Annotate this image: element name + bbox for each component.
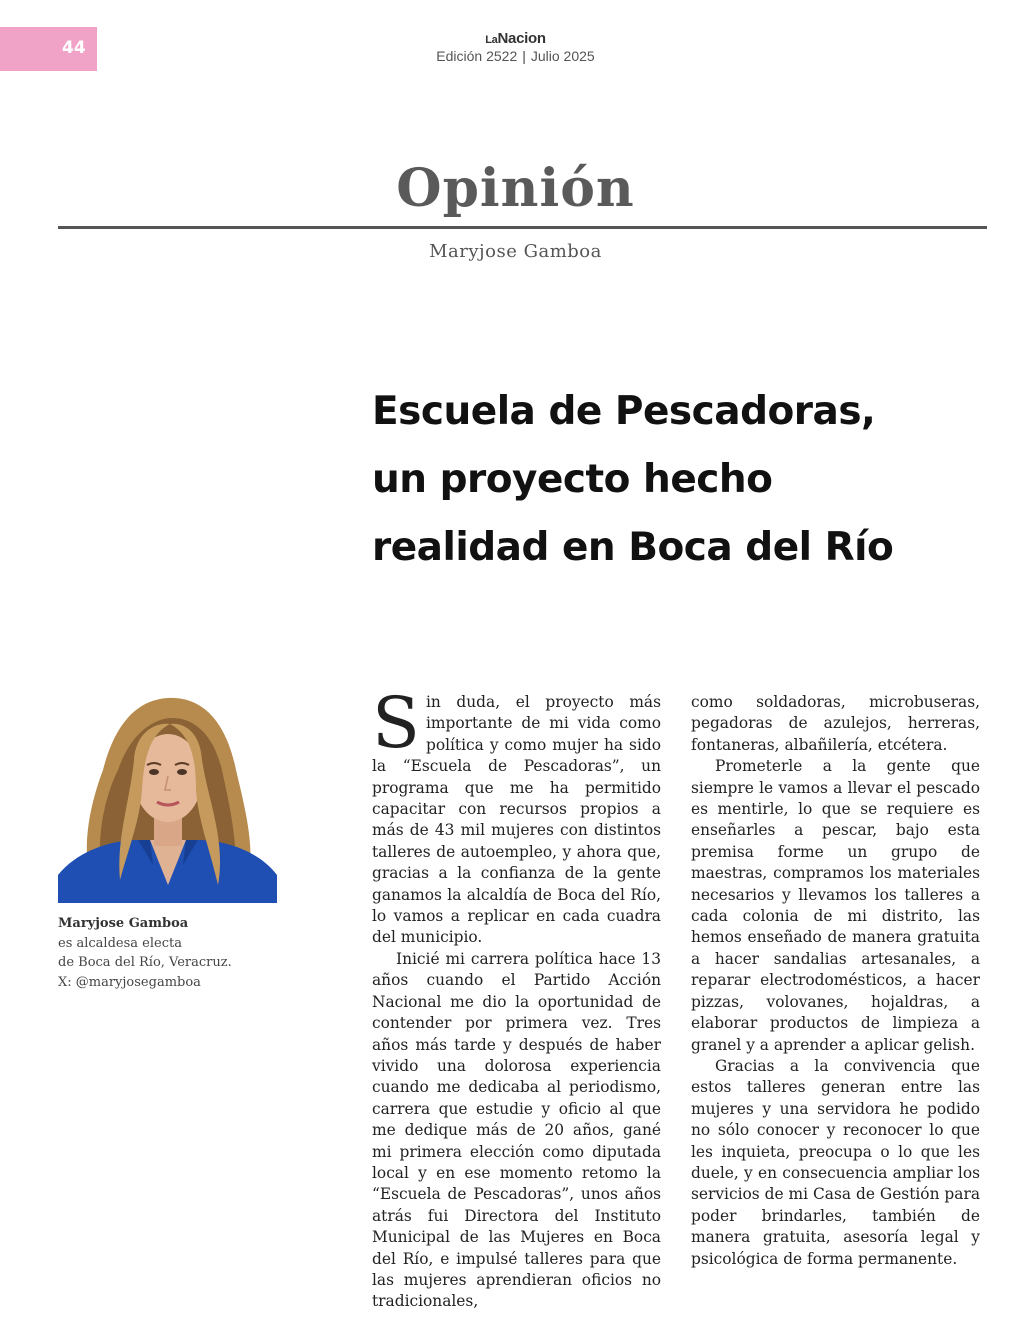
logo-small-text: La [485, 34, 498, 46]
author-name: Maryjose Gamboa [58, 916, 189, 931]
article-headline [372, 378, 992, 582]
author-portrait-image [58, 690, 277, 903]
edition-separator: | [522, 48, 526, 64]
author-role-line-2: de Boca del Río, Veracruz. [58, 955, 232, 970]
article-paragraph: Inicié mi carrera política hace 13 años cuando el Partido Acción Nacional me dio la oportunidad de contender por primera vez. Tres años más tarde y después de haber vivido una dolorosa experiencia cuando me dedicaba al periodismo, carrera que estudie y oficio al que me dedique más de 20 años, gané mi primera elección como diputada local y en ese momento retomo la “Escuela de Pescadoras”, unos años atrás fui Directora del Instituto Municipal de las Mujeres en Boca del Río, e impulsé talleres para que las mujeres aprendieran oficios no tradicionales, [372, 949, 661, 1311]
author-caption [58, 914, 298, 992]
drop-cap: S [372, 682, 420, 764]
author-social-handle: X: @maryjosegamboa [58, 974, 201, 990]
section-title: Opinión [396, 158, 635, 219]
page-number: 44 [62, 38, 86, 58]
masthead [0, 30, 1031, 64]
author-role-line-1: es alcaldesa electa [58, 935, 182, 951]
paragraph-text: in duda, el proyecto más importante de mi vida como política y como mujer ha sido la “Escuela de Pescadoras”, un programa que me ha permitido capacitar con recursos propios a más de 43 mil mujeres con distintos talleres de autoempleo, y ahora que, gracias a la confianza de la gente ganamos la alcaldía de Boca del Río, lo vamos a replicar en cada cuadra del municipio. [372, 693, 661, 947]
headline-line-3: realidad en Boca del Río [372, 525, 894, 570]
article-column-2 [691, 692, 980, 1270]
article-paragraph [372, 682, 661, 949]
section-byline: Maryjose Gamboa [429, 241, 602, 262]
headline-line-1: Escuela de Pescadoras, [372, 389, 876, 434]
article-paragraph: como soldadoras, microbuseras, pegadoras de azulejos, herreras, fontaneras, albañilería, etcétera. [691, 693, 980, 754]
section-rule [58, 226, 987, 229]
logo-main-text: Nacion [497, 30, 546, 47]
edition-date: Julio 2025 [530, 48, 595, 64]
article-column-1 [372, 682, 661, 1313]
headline-line-2: un proyecto hecho [372, 457, 773, 502]
edition-line [0, 48, 1031, 64]
article-paragraph: Prometerle a la gente que siempre le vamos a llevar el pescado es mentirle, lo que se requiere es enseñarles a pescar, bajo esta premisa forme un grupo de maestras, compramos los materiales necesarios y llevamos los talleres a cada colonia de mi distrito, las hemos enseñado de manera gratuita a hacer sandalias artesanales, a reparar electrodomésticos, a hacer pizzas, volovanes, hojaldras, a elaborar productos de limpieza a granel y a aprender a aplicar gelish. [691, 757, 980, 1054]
article-paragraph: Gracias a la convivencia que estos talleres generan entre las mujeres y una servidora he podido no sólo conocer y reconocer lo que les inquieta, preocupa o lo que les duele, y en consecuencia ampliar los servicios de mi Casa de Gestión para poder brindarles, también de manera gratuita, asesoría legal y psicológica de forma permanente. [691, 1056, 980, 1268]
publication-logo [0, 30, 1031, 47]
author-photo [58, 690, 277, 903]
edition-number: Edición 2522 [436, 48, 518, 64]
